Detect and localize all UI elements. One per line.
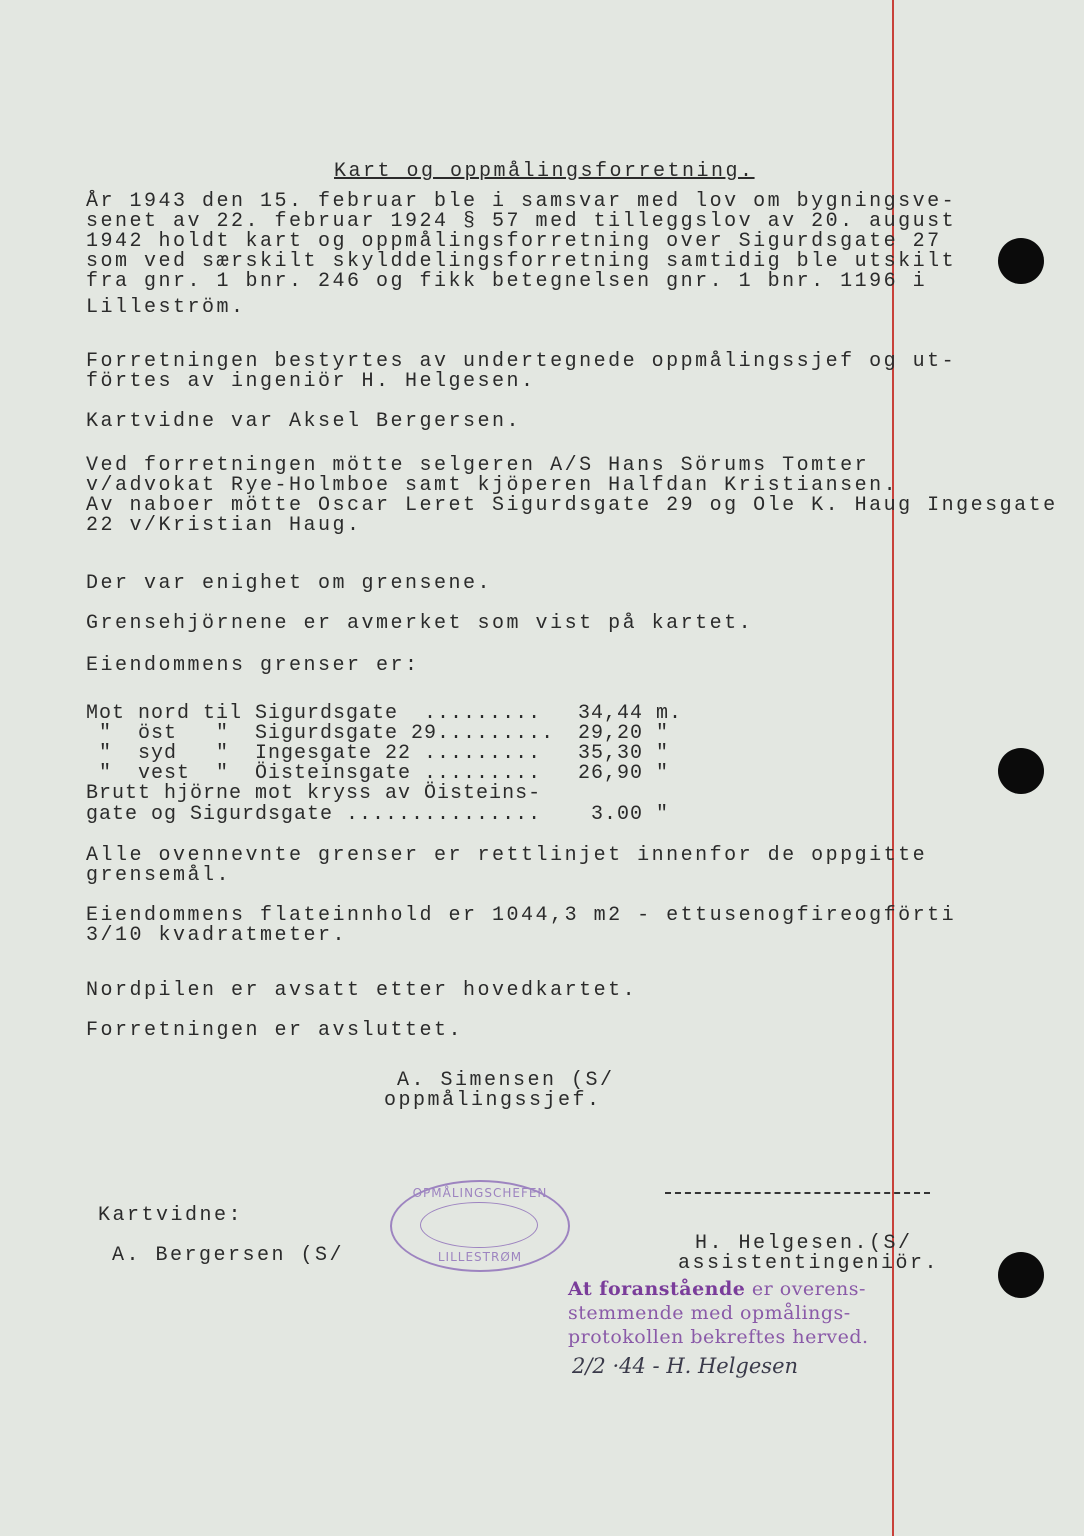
boundary-value: 26,90 " bbox=[578, 762, 670, 785]
text-line: Eiendommens flateinnhold er 1044,3 m2 - ettusenogfireogförti bbox=[86, 904, 957, 927]
text-line: grensemål. bbox=[86, 864, 232, 887]
text-line: Nordpilen er avsatt etter hovedkartet. bbox=[86, 979, 638, 1002]
text-line: senet av 22. februar 1924 § 57 med tilleggslov av 20. august bbox=[86, 210, 957, 233]
signature-name: A. Simensen (S/ bbox=[397, 1069, 615, 1092]
boundary-value: 34,44 m. bbox=[578, 702, 683, 725]
witness-label: Kartvidne: bbox=[98, 1204, 244, 1227]
stamp-bottom-text: LILLESTRØM bbox=[437, 1250, 523, 1264]
text-line: Alle ovennevnte grenser er rettlinjet innenfor de oppgitte bbox=[86, 844, 928, 867]
boundary-label: gate og Sigurdsgate ............... bbox=[86, 803, 542, 826]
boundary-label: Mot nord til Sigurdsgate ......... bbox=[86, 702, 542, 725]
certification-line bbox=[568, 1278, 866, 1300]
boundary-label: " syd " Ingesgate 22 ......... bbox=[86, 742, 542, 765]
official-stamp bbox=[390, 1180, 570, 1272]
signature-role: assistentingeniör. bbox=[678, 1252, 940, 1275]
text-line: År 1943 den 15. februar ble i samsvar med lov om bygningsve- bbox=[86, 190, 957, 213]
signature-name: H. Helgesen.(S/ bbox=[695, 1232, 913, 1255]
text-line: Forretningen bestyrtes av undertegnede oppmålingssjef og ut- bbox=[86, 350, 957, 373]
text-line: som ved særskilt skylddelingsforretning samtidig ble utskilt bbox=[86, 250, 957, 273]
punch-hole bbox=[998, 238, 1044, 284]
text-line: fra gnr. 1 bnr. 246 og fikk betegnelsen gnr. 1 bnr. 1196 i bbox=[86, 270, 928, 293]
signature-dashed-line bbox=[665, 1192, 930, 1194]
boundary-value: 29,20 " bbox=[578, 722, 670, 745]
boundary-value: 35,30 " bbox=[578, 742, 670, 765]
text-line: Av naboer mötte Oscar Leret Sigurdsgate 29 og Ole K. Haug Ingesgate bbox=[86, 494, 1058, 517]
text-line: Grensehjörnene er avmerket som vist på kartet. bbox=[86, 612, 754, 635]
certification-line: protokollen bekreftes herved. bbox=[568, 1326, 869, 1348]
text-line: Der var enighet om grensene. bbox=[86, 572, 493, 595]
text-line: 1942 holdt kart og oppmålingsforretning over Sigurdsgate 27 bbox=[86, 230, 942, 253]
boundary-label: " öst " Sigurdsgate 29......... bbox=[86, 722, 555, 745]
witness-name: A. Bergersen (S/ bbox=[112, 1244, 345, 1267]
boundary-label: Brutt hjörne mot kryss av Öisteins- bbox=[86, 782, 542, 805]
punch-hole bbox=[998, 1252, 1044, 1298]
certification-bold: At foranstående bbox=[568, 1278, 746, 1300]
text-line: Lilleström. bbox=[86, 296, 246, 319]
certification-text: er overens- bbox=[745, 1278, 866, 1300]
text-line: Forretningen er avsluttet. bbox=[86, 1019, 464, 1042]
signature-role: oppmålingssjef. bbox=[384, 1089, 602, 1112]
text-line: 3/10 kvadratmeter. bbox=[86, 924, 348, 947]
text-line: v/advokat Rye-Holmboe samt kjöperen Halfdan Kristiansen. bbox=[86, 474, 899, 497]
certification-line: stemmende med opmålings- bbox=[568, 1302, 851, 1324]
handwritten-signature: 2/2 ·44 - H. Helgesen bbox=[572, 1354, 799, 1378]
punch-hole bbox=[998, 748, 1044, 794]
text-line: Eiendommens grenser er: bbox=[86, 654, 420, 677]
stamp-top-text: OPMÅLINGSCHEFEN bbox=[412, 1186, 548, 1200]
text-line: Ved forretningen mötte selgeren A/S Hans Sörums Tomter bbox=[86, 454, 870, 477]
text-line: 22 v/Kristian Haug. bbox=[86, 514, 362, 537]
document-title: Kart og oppmålingsforretning. bbox=[334, 160, 755, 183]
text-line: Kartvidne var Aksel Bergersen. bbox=[86, 410, 522, 433]
text-line: förtes av ingeniör H. Helgesen. bbox=[86, 370, 536, 393]
boundary-label: " vest " Öisteinsgate ......... bbox=[86, 762, 542, 785]
boundary-value: 3.00 " bbox=[578, 803, 670, 826]
